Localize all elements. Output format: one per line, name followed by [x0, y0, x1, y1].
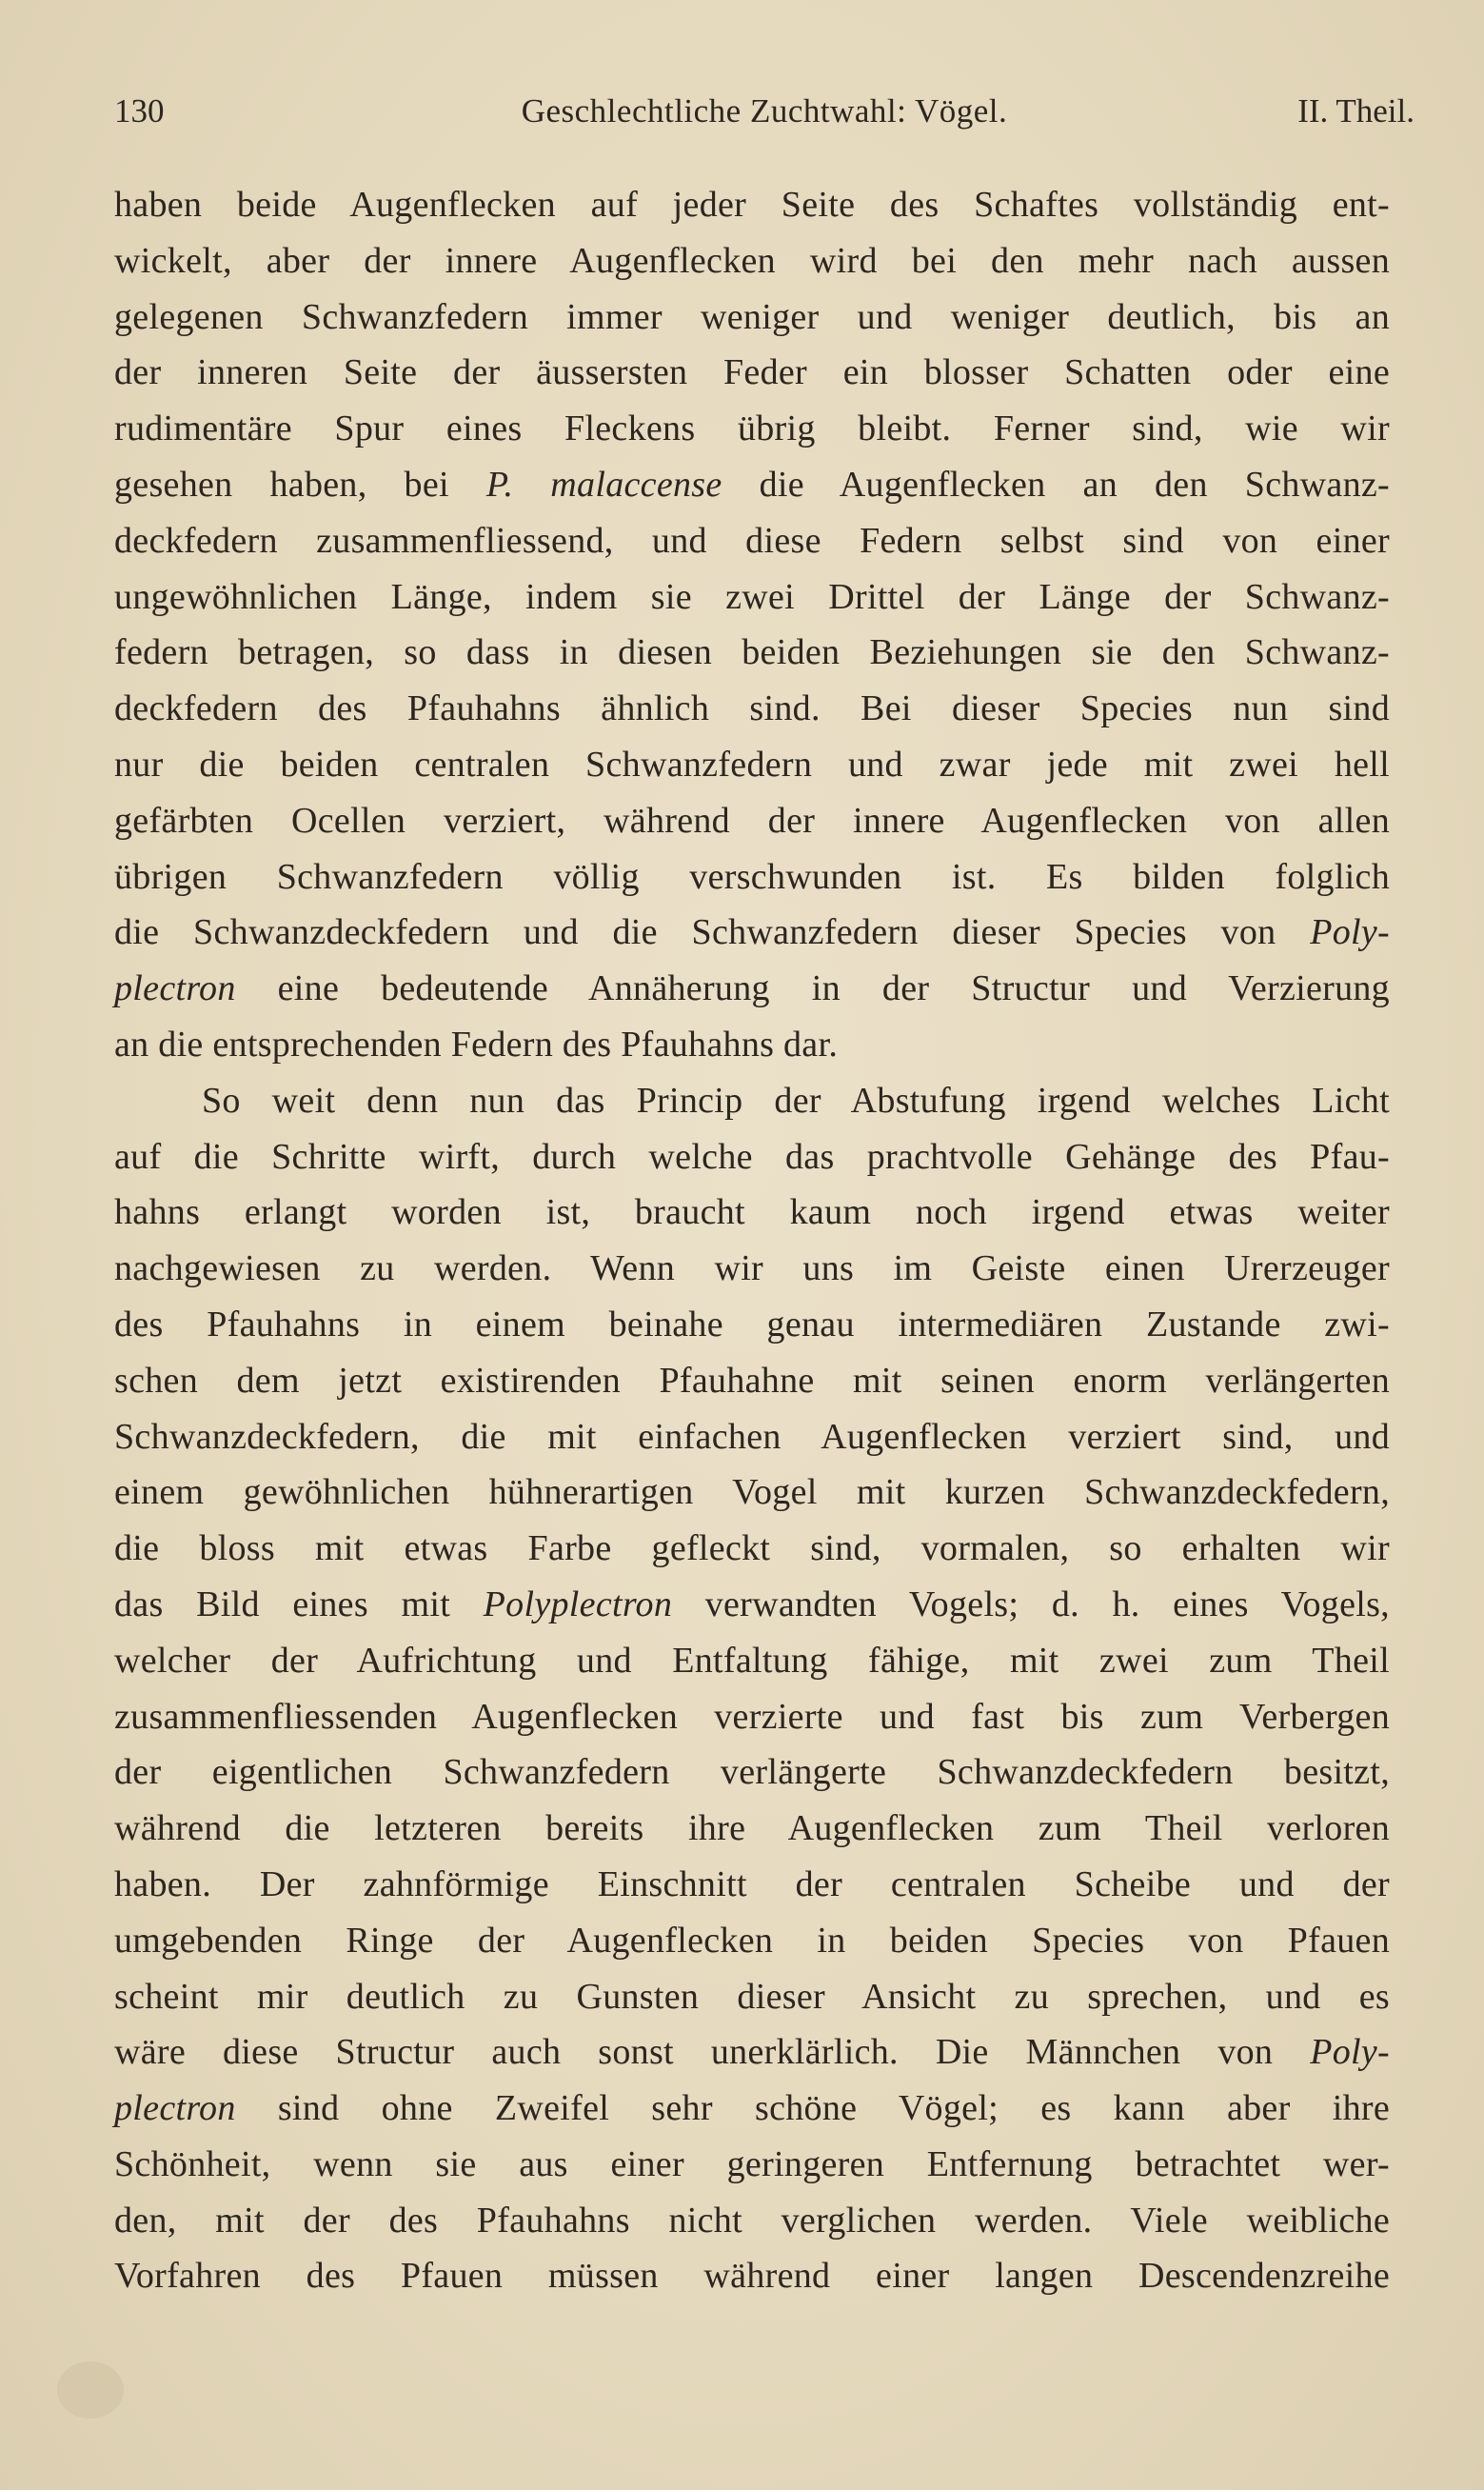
- text-segment: welcher der Aufrichtung und Entfaltung fähige, mit zwei zum Theil: [114, 1640, 1390, 1681]
- text-segment: umgebenden Ringe der Augenflecken in beiden Species von Pfauen: [114, 1920, 1390, 1961]
- text-segment: scheint mir deutlich zu Gunsten dieser Ansicht zu sprechen, und es: [114, 1976, 1390, 2017]
- page-number: 130: [114, 92, 165, 129]
- text-segment: Schwanzdeckfedern, die mit einfachen Augenflecken verziert sind, und: [114, 1416, 1390, 1457]
- text-line: [114, 1464, 1390, 1521]
- text-segment: während die letzteren bereits ihre Augenflecken zum Theil verloren: [114, 1808, 1390, 1849]
- text-line: [114, 345, 1390, 401]
- text-line: [114, 289, 1390, 346]
- text-line: [114, 1577, 1390, 1633]
- text-segment: ungewöhnlichen Länge, indem sie zwei Drittel der Länge der Schwanz-: [114, 576, 1390, 617]
- text-line: [114, 457, 1390, 513]
- text-segment: einem gewöhnlichen hühnerartigen Vogel mit kurzen Schwanzdeckfedern,: [114, 1472, 1390, 1513]
- running-title: Geschlechtliche Zuchtwahl: Vögel.: [521, 92, 1008, 129]
- text-line: [114, 1241, 1390, 1297]
- text-line: [114, 1353, 1390, 1409]
- text-line: [114, 2137, 1390, 2193]
- text-line: [114, 1185, 1390, 1241]
- text-segment: verwandten Vogels; d. h. eines Vogels,: [672, 1584, 1390, 1624]
- text-segment: zusammenfliessenden Augenflecken verzierte und fast bis zum Verbergen: [114, 1696, 1390, 1737]
- text-segment: die bloss mit etwas Farbe gefleckt sind, vormalen, so erhalten wir: [114, 1528, 1390, 1569]
- text-segment: Vorfahren des Pfauen müssen während einer langen Descendenzreihe: [114, 2256, 1390, 2297]
- text-line: [114, 2248, 1390, 2304]
- text-segment: den, mit der des Pfauhahns nicht verglichen werden. Viele weibliche: [114, 2200, 1390, 2241]
- text-line: [114, 1017, 1390, 1073]
- text-segment: eine bedeutende Annäherung in der Structur und Verzierung: [235, 968, 1390, 1009]
- text-segment: an die entsprechenden Federn des Pfauhahns dar.: [114, 1024, 839, 1065]
- text-segment: der eigentlichen Schwanzfedern verlängerte Schwanzdeckfedern besitzt,: [114, 1752, 1390, 1793]
- text-segment: haben beide Augenflecken auf jeder Seite des Schaftes vollständig ent-: [114, 185, 1390, 225]
- italic-text: Polyplectron: [483, 1584, 673, 1624]
- text-segment: Schönheit, wenn sie aus einer geringeren Entfernung betrachtet wer-: [114, 2143, 1390, 2184]
- text-line: [114, 1801, 1390, 1857]
- paper-stain: [57, 2361, 124, 2419]
- text-line: [114, 1297, 1390, 1353]
- text-line: [114, 625, 1390, 681]
- text-segment: rudimentäre Spur eines Fleckens übrig bleibt. Ferner sind, wie wir: [114, 408, 1390, 449]
- text-line: [114, 233, 1390, 289]
- text-line: [114, 793, 1390, 849]
- text-segment: gelegenen Schwanzfedern immer weniger und weniger deutlich, bis an: [114, 296, 1390, 337]
- text-segment: sind ohne Zweifel sehr schöne Vögel; es kann aber ihre: [235, 2088, 1390, 2129]
- text-segment: haben. Der zahnförmige Einschnitt der centralen Scheibe und der: [114, 1863, 1390, 1904]
- text-segment: nur die beiden centralen Schwanzfedern und zwar jede mit zwei hell: [114, 744, 1390, 785]
- text-line: [114, 2081, 1390, 2137]
- text-segment: das Bild eines mit: [114, 1584, 484, 1624]
- text-segment: deckfedern zusammenfliessend, und diese Federn selbst sind von einer: [114, 520, 1390, 561]
- text-line: [114, 569, 1390, 626]
- text-line: [114, 961, 1390, 1017]
- italic-text: plectron: [114, 2088, 236, 2129]
- text-line: [114, 513, 1390, 569]
- text-segment: hahns erlangt worden ist, braucht kaum noch irgend etwas weiter: [114, 1192, 1390, 1233]
- text-line: [114, 2193, 1390, 2249]
- text-line: [114, 1744, 1390, 1801]
- text-line: [114, 1689, 1390, 1745]
- text-segment: nachgewiesen zu werden. Wenn wir uns im Geiste einen Urerzeuger: [114, 1248, 1390, 1289]
- italic-text: Poly-: [1310, 912, 1390, 953]
- text-segment: So weit denn nun das Princip der Abstufung irgend welches Licht: [202, 1080, 1390, 1121]
- text-segment: federn betragen, so dass in diesen beiden Beziehungen sie den Schwanz-: [114, 632, 1390, 673]
- text-line: [114, 177, 1390, 233]
- text-line: [114, 1857, 1390, 1913]
- text-line: [114, 1633, 1390, 1689]
- page-header: [114, 88, 1415, 135]
- text-line: [114, 1073, 1390, 1129]
- text-segment: auf die Schritte wirft, durch welche das prachtvolle Gehänge des Pfau-: [114, 1136, 1390, 1177]
- body-text: [114, 177, 1390, 2304]
- text-line: [114, 1129, 1390, 1185]
- text-segment: gesehen haben, bei: [114, 464, 486, 505]
- text-segment: übrigen Schwanzfedern völlig verschwunden ist. Es bilden folglich: [114, 856, 1390, 897]
- text-line: [114, 681, 1390, 737]
- italic-text: plectron: [114, 968, 236, 1009]
- text-line: [114, 2024, 1390, 2081]
- text-segment: schen dem jetzt existirenden Pfauhahne mit seinen enorm verlängerten: [114, 1360, 1390, 1401]
- text-segment: wickelt, aber der innere Augenflecken wird bei den mehr nach aussen: [114, 240, 1390, 281]
- italic-text: Poly-: [1310, 2032, 1390, 2073]
- text-line: [114, 1913, 1390, 1969]
- text-line: [114, 737, 1390, 793]
- text-line: [114, 1521, 1390, 1577]
- text-line: [114, 849, 1390, 906]
- text-segment: gefärbten Ocellen verziert, während der innere Augenflecken von allen: [114, 800, 1390, 841]
- text-line: [114, 1409, 1390, 1465]
- text-segment: die Augenflecken an den Schwanz-: [722, 464, 1391, 505]
- text-segment: wäre diese Structur auch sonst unerklärlich. Die Männchen von: [114, 2032, 1311, 2073]
- text-segment: der inneren Seite der äussersten Feder ein blosser Schatten oder eine: [114, 352, 1390, 393]
- text-segment: deckfedern des Pfauhahns ähnlich sind. Bei dieser Species nun sind: [114, 688, 1390, 729]
- part-label: II. Theil.: [1297, 92, 1415, 129]
- text-segment: die Schwanzdeckfedern und die Schwanzfedern dieser Species von: [114, 912, 1311, 953]
- text-line: [114, 401, 1390, 457]
- text-segment: des Pfauhahns in einem beinahe genau intermediären Zustande zwi-: [114, 1304, 1390, 1345]
- italic-text: P. malaccense: [485, 464, 722, 505]
- text-line: [114, 905, 1390, 961]
- text-line: [114, 1969, 1390, 2025]
